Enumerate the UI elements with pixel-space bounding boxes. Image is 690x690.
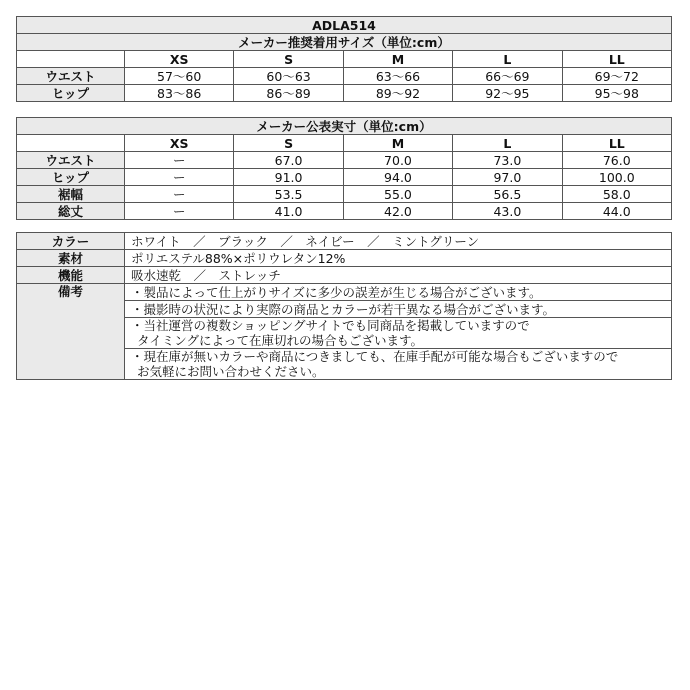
cell-value: 69～72 (562, 68, 671, 85)
cell-value: ー (125, 186, 234, 203)
row-label: ウエスト (17, 68, 125, 85)
note-line: ・撮影時の状況により実際の商品とカラーが若干異なる場合がございます。 (131, 301, 556, 317)
cell-value: 94.0 (343, 169, 452, 186)
cell-value: 95～98 (562, 85, 671, 102)
table-row (17, 68, 672, 85)
recommended-size-title: メーカー推奨着用サイズ（単位:cm） (17, 34, 672, 51)
actual-size-table (16, 117, 672, 220)
note-item (125, 301, 672, 318)
size-header-row (17, 51, 672, 68)
cell-value: 43.0 (453, 203, 562, 220)
cell-value: 42.0 (343, 203, 452, 220)
material-label: 素材 (17, 250, 125, 267)
size-label: M (343, 135, 452, 152)
cell-value: 60～63 (234, 68, 343, 85)
function-value: 吸水速乾 ／ ストレッチ (125, 267, 672, 284)
table-row (17, 169, 672, 186)
cell-value: 66～69 (453, 68, 562, 85)
note-item (125, 284, 672, 301)
note-line: ・現在庫が無いカラーや商品につきましても、在庫手配が可能な場合もございますので (131, 349, 619, 364)
table-row (17, 186, 672, 203)
size-label: LL (562, 51, 671, 68)
cell-value: 91.0 (234, 169, 343, 186)
row-label: ヒップ (17, 85, 125, 102)
note-line: タイミングによって在庫切れの場合もございます。 (137, 333, 424, 348)
row-label: ヒップ (17, 169, 125, 186)
product-code: ADLA514 (17, 17, 672, 34)
cell-value: 70.0 (343, 152, 452, 169)
table-row (17, 233, 672, 250)
cell-value: 67.0 (234, 152, 343, 169)
cell-value: 89～92 (343, 85, 452, 102)
recommended-size-table (16, 16, 672, 102)
table-row (17, 267, 672, 284)
size-label: LL (562, 135, 671, 152)
table-row (17, 203, 672, 220)
size-label: S (234, 51, 343, 68)
notes-label: 備考 (17, 284, 125, 380)
product-info-table (16, 232, 672, 380)
actual-size-title: メーカー公表実寸（単位:cm） (17, 118, 672, 135)
note-line: ・当社運営の複数ショッピングサイトでも同商品を掲載していますので (131, 318, 530, 333)
material-value: ポリエステル88%×ポリウレタン12% (125, 250, 672, 267)
color-label: カラー (17, 233, 125, 250)
table-row (17, 152, 672, 169)
row-label: ウエスト (17, 152, 125, 169)
size-label: XS (125, 135, 234, 152)
cell-value: 63～66 (343, 68, 452, 85)
note-item (125, 349, 672, 380)
cell-value: 58.0 (562, 186, 671, 203)
cell-value: ー (125, 203, 234, 220)
cell-value: 55.0 (343, 186, 452, 203)
size-label: L (453, 51, 562, 68)
cell-value: 44.0 (562, 203, 671, 220)
size-label: XS (125, 51, 234, 68)
cell-value: 56.5 (453, 186, 562, 203)
note-item (125, 318, 672, 349)
size-header-row (17, 135, 672, 152)
size-label: S (234, 135, 343, 152)
cell-value: 41.0 (234, 203, 343, 220)
cell-value: 73.0 (453, 152, 562, 169)
row-label: 総丈 (17, 203, 125, 220)
row-label: 裾幅 (17, 186, 125, 203)
cell-value: 97.0 (453, 169, 562, 186)
note-line: ・製品によって仕上がりサイズに多少の誤差が生じる場合がございます。 (131, 284, 542, 300)
table-row (17, 250, 672, 267)
cell-value: 57～60 (125, 68, 234, 85)
color-value: ホワイト ／ ブラック ／ ネイビー ／ ミントグリーン (125, 233, 672, 250)
cell-value: 53.5 (234, 186, 343, 203)
size-label: L (453, 135, 562, 152)
cell-value: ー (125, 169, 234, 186)
cell-value: 83～86 (125, 85, 234, 102)
function-label: 機能 (17, 267, 125, 284)
cell-value: 100.0 (562, 169, 671, 186)
cell-value: 76.0 (562, 152, 671, 169)
table-row (17, 85, 672, 102)
table-row (17, 284, 672, 301)
cell-value: 92～95 (453, 85, 562, 102)
cell-value: 86～89 (234, 85, 343, 102)
size-label: M (343, 51, 452, 68)
cell-value: ー (125, 152, 234, 169)
note-line: お気軽にお問い合わせください。 (137, 364, 325, 379)
